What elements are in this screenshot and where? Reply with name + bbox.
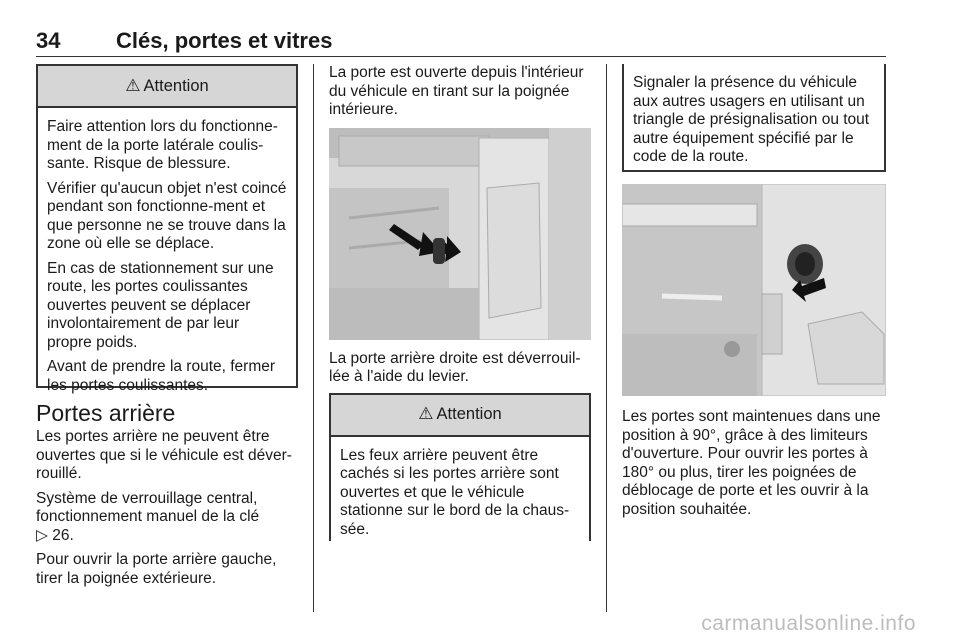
- attention-header: [331, 395, 589, 437]
- warning-triangle-icon: ⚠: [418, 404, 434, 424]
- attention-paragraph: Les feux arrière peuvent être cachés si les portes arrière sont ouvertes et que le véhicule stationne sur le bord de la chaus-sée.: [340, 446, 570, 538]
- header-divider: [36, 56, 886, 57]
- watermark: carmanualsonline.info: [701, 612, 916, 635]
- attention-paragraph: Signaler la présence du véhicule aux autres usagers en utilisant un triangle de présignalisation ou tout autre équipement spécifié par le code de la route.: [633, 74, 870, 165]
- interior-door-illustration: [329, 128, 591, 340]
- attention-box-rear-lights: [329, 393, 591, 541]
- xref-arrow-icon: ▷: [36, 526, 48, 544]
- attention-body: [624, 64, 884, 177]
- page-header: [36, 28, 886, 54]
- section-title: Portes arrière: [36, 400, 176, 426]
- attention-body: [38, 108, 296, 405]
- attention-title: Attention: [143, 76, 209, 95]
- body-text: Système de verrouillage central, fonctionnement manuel de la clé: [36, 489, 260, 525]
- body-paragraph: Les portes sont maintenues dans une position à 90°, grâce à des limiteurs d'ouverture. Pour ouvrir les portes à 180° ou plus, tirer les poignées de déblocage de porte et les ouvrir à la position souhaitée.: [622, 408, 881, 518]
- page-number: 34: [36, 28, 61, 53]
- column-divider-1: [313, 64, 314, 612]
- door-release-handle-image: [622, 184, 886, 396]
- attention-paragraph: Vérifier qu'aucun objet n'est coincé pendant son fonctionne-ment et que personne ne se trouve dans la zone où elle se déplace.: [47, 179, 287, 252]
- body-paragraph: La porte arrière droite est déverrouil-lée à l'aide du levier.: [329, 349, 581, 385]
- attention-paragraph: Faire attention lors du fonctionne-ment de la porte latérale coulis-sante. Risque de blessure.: [47, 118, 278, 172]
- body-paragraph: [36, 490, 298, 546]
- body-paragraph: Les portes arrière ne peuvent être ouvertes que si le véhicule est déver-rouillé.: [36, 428, 292, 482]
- attention-title: Attention: [436, 405, 502, 424]
- attention-box-continued: [622, 64, 886, 172]
- attention-paragraph: En cas de stationnement sur une route, les portes coulissantes ouvertes peuvent se déplacer involontairement de par leur propre poids.: [47, 259, 274, 351]
- door-release-illustration: [622, 184, 886, 396]
- interior-door-handle-image: [329, 128, 591, 340]
- body-paragraph: Pour ouvrir la porte arrière gauche, tirer la poignée extérieure.: [36, 551, 277, 587]
- column-divider-2: [606, 64, 607, 612]
- column-3: [622, 64, 886, 525]
- column-2: [329, 64, 591, 541]
- attention-box-sliding-door: [36, 64, 298, 394]
- attention-header: [38, 66, 296, 108]
- xref-link[interactable]: 26.: [52, 526, 74, 544]
- section-body: [36, 428, 298, 588]
- chapter-title: Clés, portes et vitres: [116, 28, 333, 53]
- body-paragraph: La porte est ouverte depuis l'intérieur du véhicule en tirant sur la poignée intérieure.: [329, 64, 584, 118]
- warning-triangle-icon: ⚠: [125, 75, 141, 95]
- attention-paragraph: Avant de prendre la route, fermer les portes coulissantes.: [47, 358, 276, 394]
- attention-body: [331, 437, 589, 550]
- column-1: [36, 64, 298, 594]
